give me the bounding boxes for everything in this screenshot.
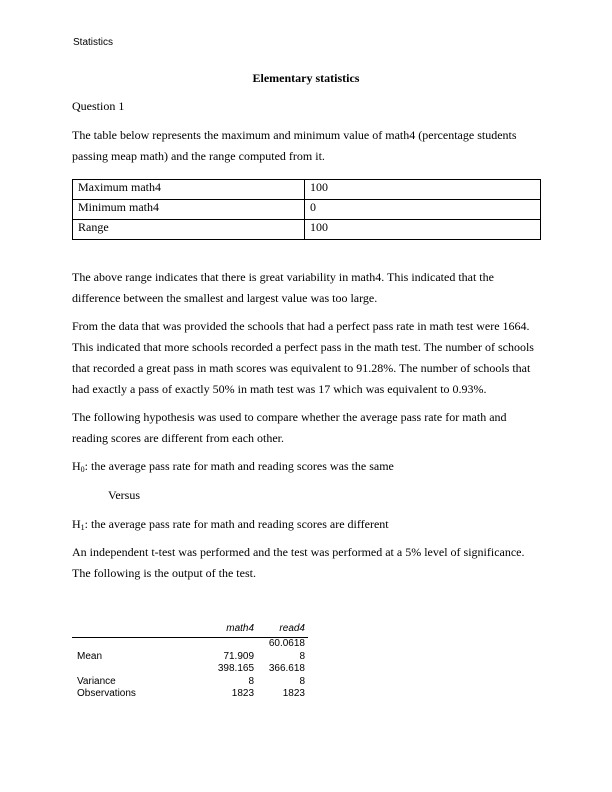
output-row [72, 663, 308, 676]
output-math4-value: 8 [248, 675, 255, 687]
output-row-label: Variance [77, 675, 116, 687]
range-value: 100 [305, 180, 541, 200]
question-heading: Question 1 [72, 99, 125, 113]
output-row-label [72, 638, 185, 651]
range-table [72, 179, 541, 240]
versus-label: Versus [108, 488, 140, 502]
output-math4-value: 398.165 [217, 663, 255, 674]
output-read4-value: 1823 [282, 688, 305, 699]
output-row-label [72, 663, 185, 676]
h1-text: : the average pass rate for math and reading scores are different [84, 517, 389, 531]
output-read4-value: 8 [299, 650, 305, 662]
running-header: Statistics [73, 37, 114, 48]
range-label: Range [73, 220, 305, 240]
output-row-label: Observations [77, 688, 136, 699]
output-row [72, 651, 308, 664]
output-header-row [72, 622, 308, 638]
intro-paragraph: The table below represents the maximum and minimum value of math4 (percentage students passing meap math) and the range computed from it. [72, 128, 517, 163]
output-read4-value: 366.618 [268, 663, 305, 674]
h1-symbol: H [72, 517, 81, 531]
range-comment-paragraph: The above range indicates that there is great variability in math4. This indicated that the difference between the smallest and largest value was too large. [72, 270, 494, 305]
output-math4-value [185, 638, 257, 651]
range-label: Minimum math4 [73, 200, 305, 220]
null-hypothesis [72, 456, 542, 480]
output-row [72, 638, 308, 651]
h0-subscript: 0 [80, 465, 85, 474]
h0-text: : the average pass rate for math and reading scores was the same [84, 459, 394, 473]
output-row [72, 676, 308, 689]
hypothesis-intro-paragraph: The following hypothesis was used to compare whether the average pass rate for math and reading scores are different from each other. [72, 410, 507, 445]
ttest-output-table [72, 622, 308, 701]
h1-subscript: 1 [80, 523, 85, 532]
output-math4-value: 1823 [231, 688, 255, 699]
output-read4-value: 60.0618 [268, 638, 305, 649]
output-math4-value: 71.909 [223, 650, 255, 662]
range-row-range [73, 220, 541, 240]
document-title: Elementary statistics [252, 71, 360, 85]
range-label: Maximum math4 [73, 180, 305, 200]
range-value: 100 [305, 220, 541, 240]
range-value: 0 [305, 200, 541, 220]
range-row-min [73, 200, 541, 220]
output-header-math4: math4 [185, 622, 257, 638]
range-row-max [73, 180, 541, 200]
output-row-label: Mean [77, 650, 103, 662]
output-read4-value: 8 [299, 675, 305, 687]
ttest-paragraph: An independent t-test was performed and the test was performed at a 5% level of significance. The following is the output of the test. [72, 545, 525, 580]
pass-rate-paragraph: From the data that was provided the schools that had a perfect pass rate in math test were 1664. This indicated that more schools recorded a perfect pass in the math test. The number of schools that recorded a great pass in math scores was equivalent to 91.28%. The number of schools that had exactly a pass of exactly 50% in math test was 17 which was equivalent to 0.93%. [72, 319, 534, 396]
h0-symbol: H [72, 459, 81, 473]
output-header-read4: read4 [257, 622, 308, 638]
output-row [72, 688, 308, 701]
alternative-hypothesis [72, 514, 542, 538]
